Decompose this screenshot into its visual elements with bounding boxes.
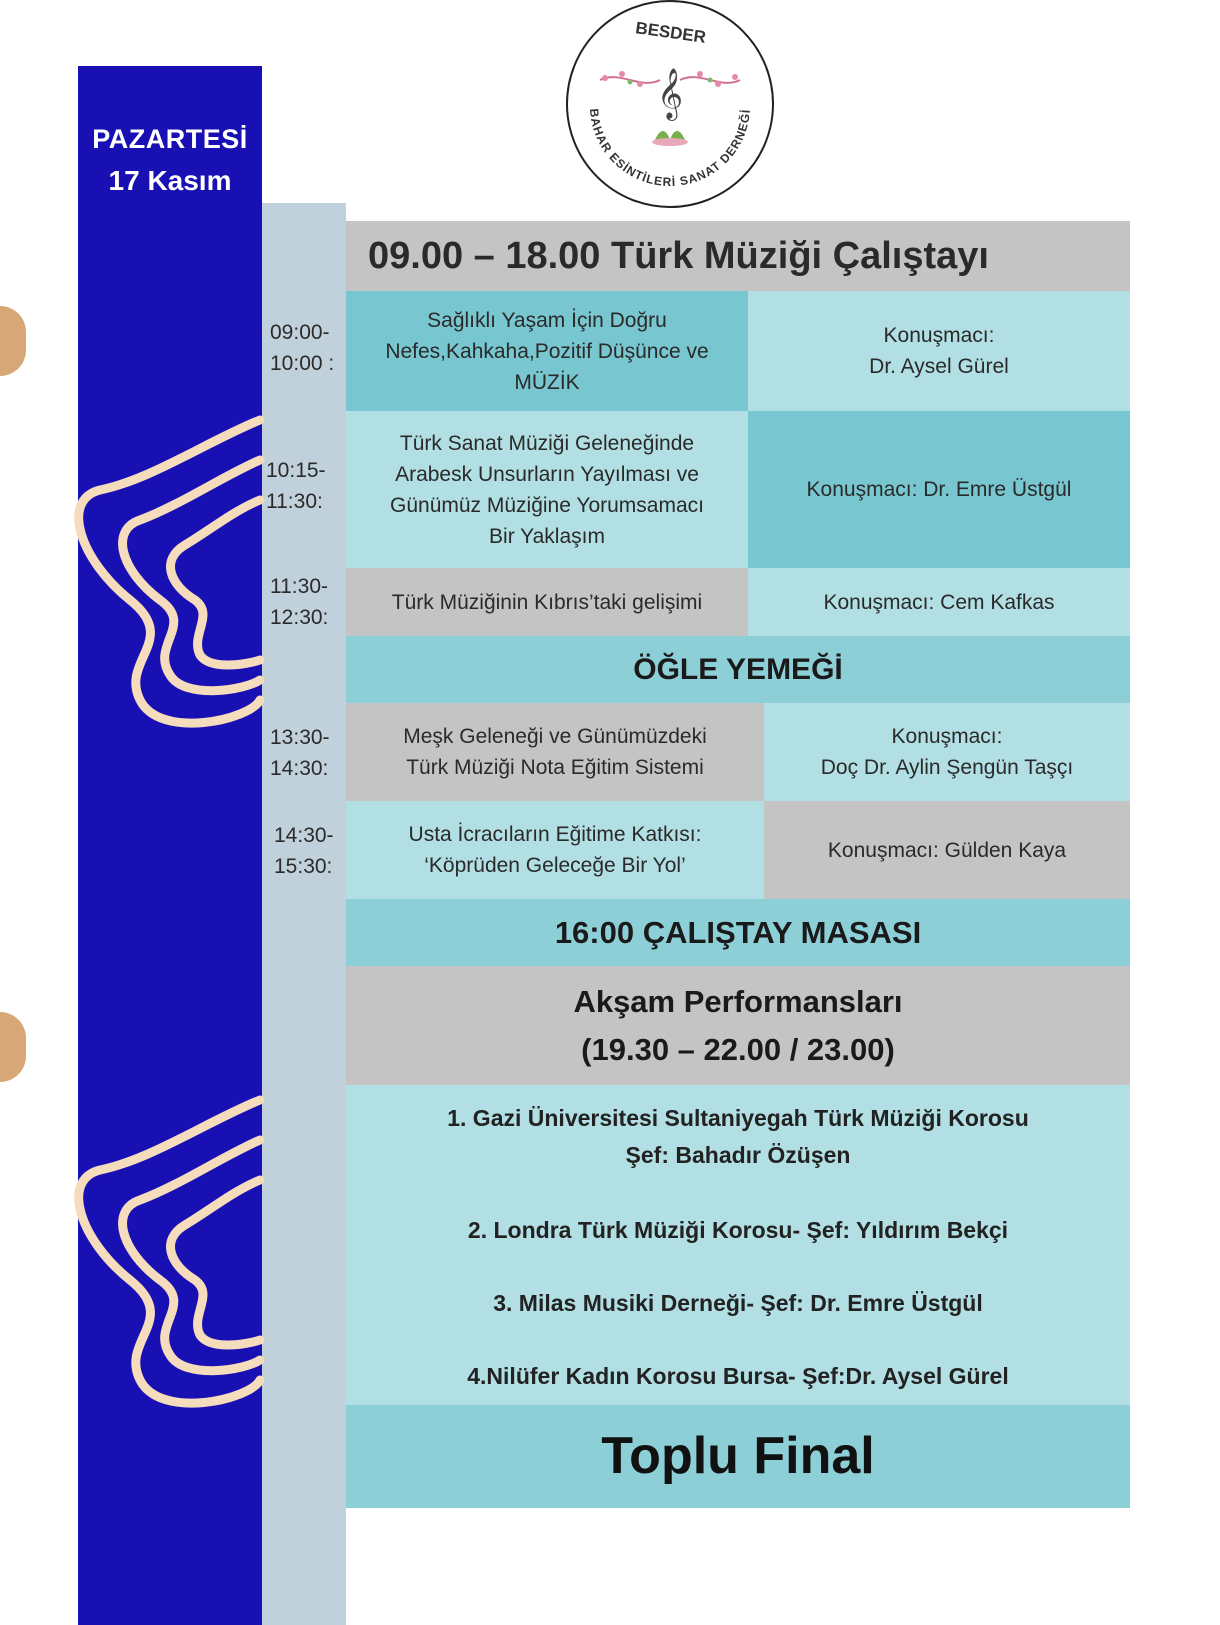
logo-top-text: BESDER — [634, 18, 708, 47]
evening-header — [346, 966, 1130, 1085]
workshop-table: 16:00 ÇALIŞTAY MASASI — [346, 899, 1130, 966]
decor-dot — [0, 306, 26, 376]
speaker-line: Konuşmacı: — [883, 324, 995, 347]
performance-item: 1. Gazi Üniversitesi Sultaniyegah Türk Müziği Korosu — [447, 1105, 1029, 1131]
topic-line: Türk Müziğinin Kıbrıs’taki gelişimi — [391, 590, 703, 614]
speaker-line: Konuşmacı: Dr. Emre Üstgül — [806, 478, 1072, 501]
treble-clef-icon: 𝄞 — [656, 68, 684, 119]
time-start: 10:15- — [266, 459, 326, 482]
day-label — [78, 118, 262, 202]
evening-hours: (19.30 – 22.00 / 23.00) — [581, 1031, 895, 1067]
session-speaker — [748, 568, 1130, 636]
besder-logo — [560, 0, 780, 212]
session-time — [274, 820, 346, 882]
logo-ring-text: BAHAR ESİNTİLERİ SANAT DERNEĞİ — [586, 107, 753, 190]
session-topic — [346, 703, 764, 801]
performance-item: 2. Londra Türk Müziği Korosu- Şef: Yıldırım Bekçi — [467, 1217, 1009, 1243]
session-time — [270, 571, 346, 633]
time-start: 14:30- — [274, 824, 334, 847]
session-speaker — [764, 801, 1130, 899]
finale: Toplu Final — [346, 1405, 1130, 1508]
session-speaker — [748, 291, 1130, 411]
speaker-line: Konuşmacı: — [891, 725, 1003, 748]
session-topic — [346, 801, 764, 899]
session-speaker — [748, 411, 1130, 568]
topic-line: MÜZİK — [514, 370, 580, 394]
performance-conductor: Şef: Bahadır Özüşen — [625, 1142, 851, 1168]
day-name: PAZARTESİ — [92, 124, 248, 154]
session-topic — [346, 411, 748, 568]
session-time — [270, 317, 346, 379]
session-topic — [346, 291, 748, 411]
time-column — [262, 203, 346, 1625]
speaker-line: Dr. Aysel Gürel — [869, 355, 1009, 378]
performance-item: 4.Nilüfer Kadın Korosu Bursa- Şef:Dr. Aysel Gürel — [467, 1363, 1009, 1389]
topic-line: ‘Köprüden Geleceğe Bir Yol’ — [424, 854, 686, 877]
time-start: 11:30- — [270, 575, 328, 598]
topic-line: Türk Müziği Nota Eğitim Sistemi — [406, 756, 704, 779]
time-end: 14:30: — [270, 757, 329, 780]
speaker-line: Konuşmacı: Gülden Kaya — [827, 838, 1067, 862]
performance-item: 3. Milas Musiki Derneği- Şef: Dr. Emre Üstgül — [493, 1290, 983, 1316]
evening-title: Akşam Performansları — [573, 983, 903, 1019]
topic-line: Türk Sanat Müziği Geleneğinde — [399, 431, 695, 455]
session-topic — [346, 568, 748, 636]
topic-line: Meşk Geleneği ve Günümüzdeki — [403, 725, 707, 748]
page-title: 09.00 – 18.00 Türk Müziği Çalıştayı — [346, 221, 1130, 291]
lunch-break: ÖĞLE YEMEĞİ — [346, 636, 1130, 703]
time-start: 09:00- — [270, 321, 330, 344]
time-start: 13:30- — [270, 726, 330, 749]
time-end: 12:30: — [270, 606, 329, 629]
time-end: 11:30: — [266, 490, 323, 513]
topic-line: Günümüz Müziğine Yorumsamacı — [390, 493, 704, 517]
time-end: 15:30: — [274, 855, 333, 878]
performance-list — [346, 1085, 1130, 1405]
speaker-line: Konuşmacı: Cem Kafkas — [823, 590, 1055, 614]
session-speaker — [764, 703, 1130, 801]
speaker-line: Doç Dr. Aylin Şengün Taşçı — [820, 756, 1074, 779]
session-time — [270, 722, 346, 784]
topic-line: Bir Yaklaşım — [489, 524, 605, 548]
time-end: 10:00 : — [270, 352, 335, 375]
topic-line: Sağlıklı Yaşam İçin Doğru — [427, 308, 667, 332]
topic-line: Nefes,Kahkaha,Pozitif Düşünce ve — [385, 339, 709, 363]
topic-line: Arabesk Unsurların Yayılması ve — [395, 462, 699, 486]
decor-dot — [0, 1012, 26, 1082]
day-date: 17 Kasım — [108, 165, 232, 196]
session-time — [266, 455, 346, 517]
wave-decoration — [60, 400, 270, 1460]
topic-line: Usta İcracıların Eğitime Katkısı: — [408, 823, 702, 846]
